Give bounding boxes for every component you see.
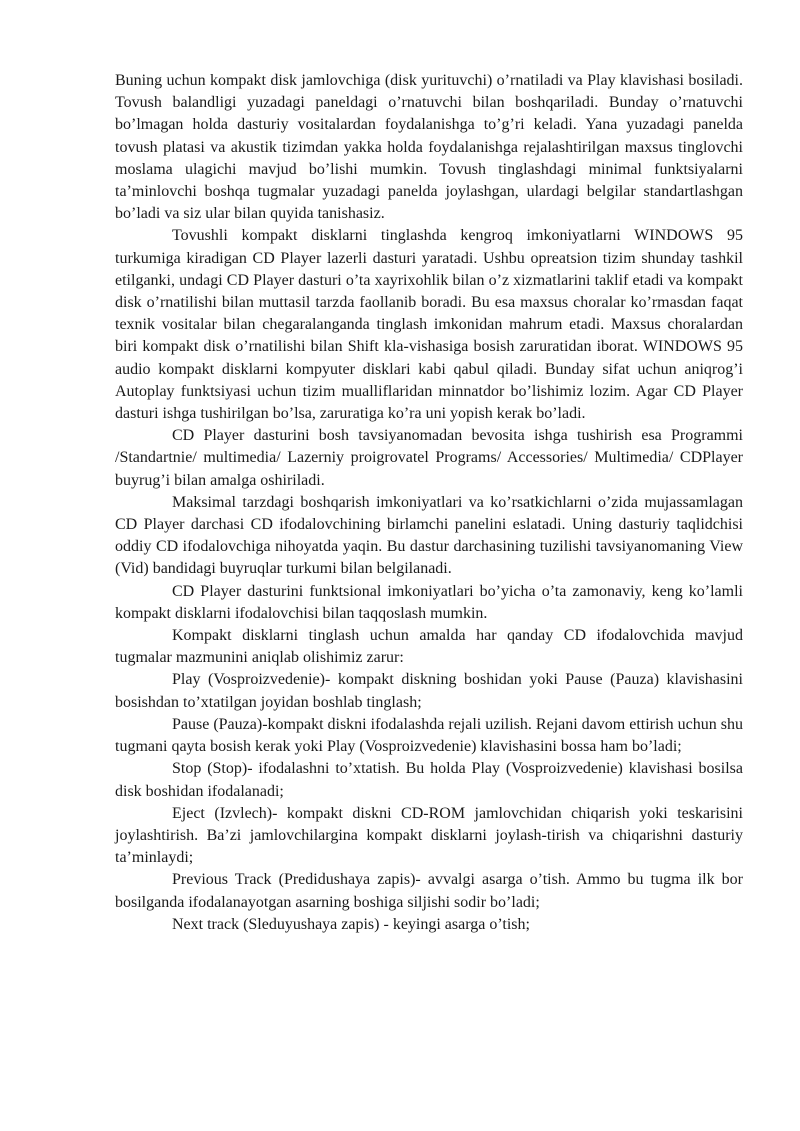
paragraph-launch-menu-path: CD Player dasturini bosh tavsiyanomadan bevosita ishga tushirish esa Programmi /Standartnie/ multimedia/ Lazerniy proigrovatel Programs/ Accessories/ Multimedia/ CDPlayer buyrug’i bilan amalga oshiriladi. (115, 427, 743, 489)
paragraph-intro: Buning uchun kompakt disk jamlovchiga (disk yurituvchi) o’rnatiladi va Play klavishasi bosiladi. Tovush balandligi yuzadagi paneldagi o’rnatuvchi bilan boshqariladi. Bunday o’rnatuvchi bo’lmagan holda dasturiy vositalardan foydalanishga to’g’ri keladi. Yana yuzadagi panelda tovush platasi va akustik tizimdan yakka holda foydalanishga rejalashtirilgan maxsus tinglovchi moslama ulagichi mavjud bo’lishi mumkin. Tovush tinglashdagi minimal funktsiyalarni ta’minlovchi boshqa tugmalar yuzadagi panelda joylashgan, ulardagi belgilar standartlashgan bo’ladi va siz ular bilan quyida tanishasiz. (115, 72, 743, 223)
paragraph-stop-button: Stop (Stop)- ifodalashni to’xtatish. Bu holda Play (Vosproizvedenie) klavishasi bosilsa disk boshidan ifodalanadi; (115, 760, 743, 800)
paragraph-play-button: Play (Vosproizvedenie)- kompakt diskning boshidan yoki Pause (Pauza) klavishasini bosishdan to’xtatilgan joyidan boshlab tinglash; (115, 671, 743, 711)
document-page (115, 70, 743, 936)
paragraph-next-track-button: Next track (Sleduyushaya zapis) - keyingi asarga o’tish; (172, 915, 530, 933)
paragraph-buttons-intro: Kompakt disklarni tinglash uchun amalda har qanday CD ifodalovchida mavjud tugmalar mazmunini aniqlab olishimiz zarur: (115, 627, 743, 667)
paragraph-pause-button: Pause (Pauza)-kompakt diskni ifodalashda rejali uzilish. Rejani davom ettirish uchun shu tugmani qayta bosish kerak yoki Play (Vosproizvedenie) klavishasini bossa ham bo’ladi; (115, 715, 743, 756)
paragraph-eject-button: Eject (Izvlech)- kompakt diskni CD-ROM jamlovchidan chiqarish yoki teskarisini joylashtirish. Ba’zi jamlovchilargina kompakt disklarni joylash-tirish va chiqarishni dasturiy ta’minlaydi; (115, 804, 743, 867)
paragraph-cd-player-windows95: Tovushli kompakt disklarni tinglashda kengroq imkoniyatlarni WINDOWS 95 turkumiga kiradigan CD Player lazerli dasturi yaratadi. Ushbu opreatsion tizim shunday tashkil etilganki, undagi CD Player dasturi o’ta xayrixohlik bilan o’z xizmatlarini taklif etadi va kompakt disk o’rnatilishi bilan muttasil tarzda faollanib boradi. Bu esa maxsus choralar ko’rmasdan faqat texnik vositalar bilan chegaralanganda tinglash imkonidan mahrum etadi. Maxsus choralardan biri kompakt disk o’rnatilishi bilan Shift kla-vishasiga bosish zaruratidan iborat. WINDOWS 95 audio kompakt disklarni kompyuter disklari kabi qabul qiladi. Bunday sifat uchun aniqrog’i Autoplay funktsiyasi uchun tizim mualliflaridan minnatdor bo’lishimiz lozim. Agar CD Player dasturi ishga tushirilgan bo’lsa, zaruratiga ko’ra uni yopish kerak bo’ladi. (115, 227, 743, 423)
paragraph-functional-comparison: CD Player dasturini funktsional imkoniyatlari bo’yicha o’ta zamonaviy, keng ko’lamli kompakt disklarni ifodalovchisi bilan taqqoslash mumkin. (115, 582, 743, 622)
paragraph-cd-player-window: Maksimal tarzdagi boshqarish imkoniyatlari va ko’rsatkichlarni o’zida mujassamlagan CD Player darchasi CD ifodalovchining birlamchi panelini eslatadi. Uning dasturiy taqlidchisi oddiy CD ifodalovchiga nihoyatda yaqin. Bu dastur darchasining tuzilishi tavsiyanomaning View (Vid) bandidagi buyruqlar turkumi bilan belgilanadi. (115, 493, 743, 578)
paragraph-previous-track-button: Previous Track (Predidushaya zapis)- avvalgi asarga o’tish. Ammo bu tugma ilk bor bosilganda ifodalanayotgan asarning boshiga siljishi sodir bo’ladi; (115, 871, 743, 911)
